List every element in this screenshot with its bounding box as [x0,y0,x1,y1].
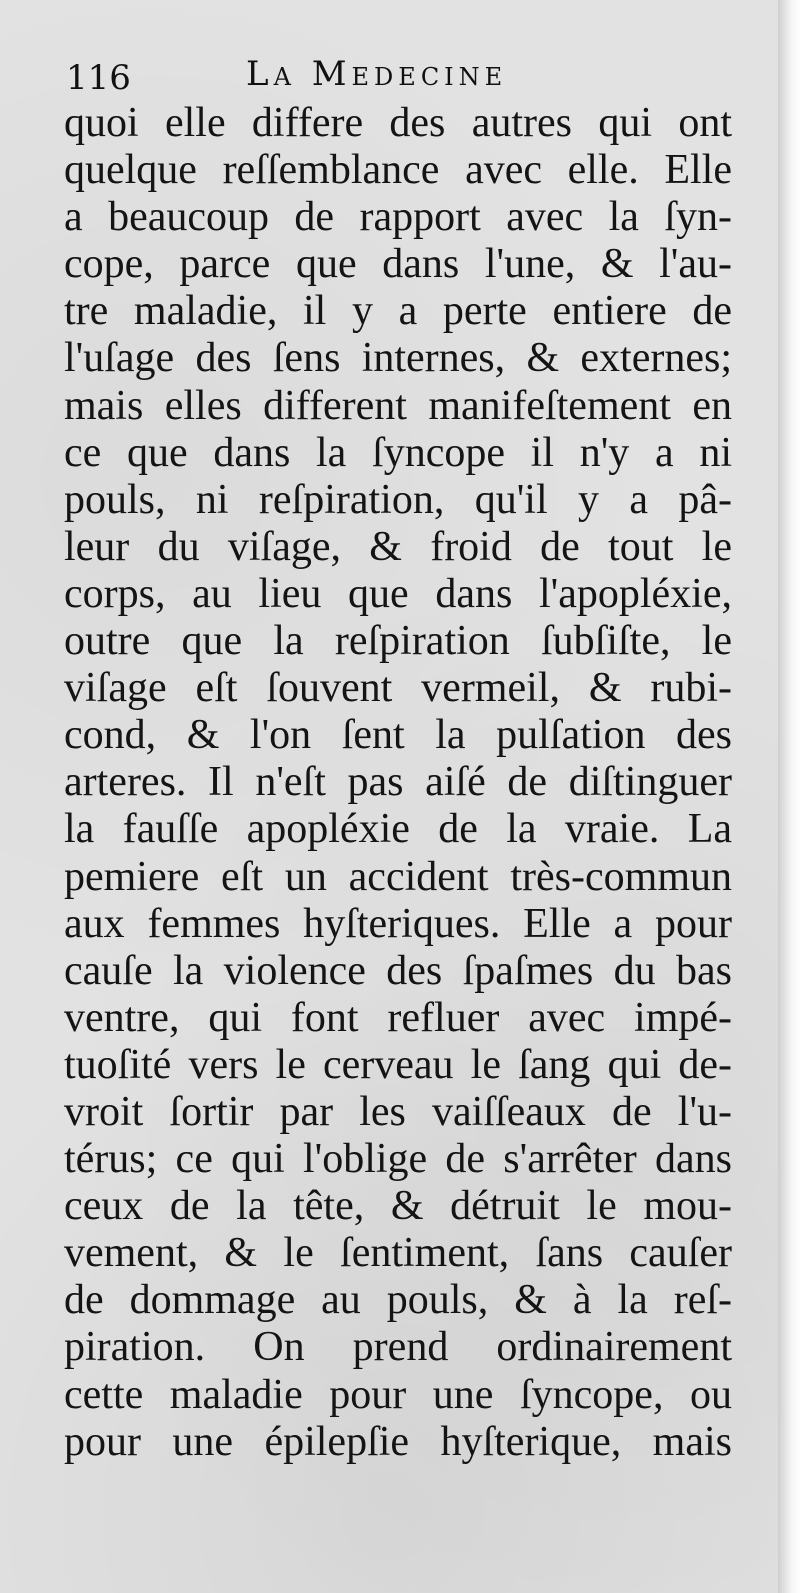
text-line: térus; ce qui l'oblige de s'arrêter dans [64,1136,732,1183]
text-line: arteres. Il n'eſt pas aiſé de diſtinguer [64,759,732,806]
text-line: vement, & le ſentiment, ſans cauſer [64,1230,732,1277]
text-line: quelque reſſemblance avec elle. Elle [64,147,732,194]
text-line: la fauſſe apopléxie de la vraie. La [64,806,732,853]
text-line: pour une épilepſie hyſterique, mais [64,1418,732,1465]
page-edge [778,0,800,1593]
text-line: ce que dans la ſyncope il n'y a ni [64,429,732,476]
text-line: leur du viſage, & froid de tout le [64,523,732,570]
page-number: 116 [66,58,131,98]
body-text [64,100,732,1466]
text-line: cette maladie pour une ſyncope, ou [64,1371,732,1418]
text-line: pemiere eſt un accident très-commun [64,853,732,900]
text-line: ventre, qui font refluer avec impé- [64,994,732,1041]
text-line: mais elles different manifeſtement en [64,382,732,429]
text-line: ceux de la tête, & détruit le mou- [64,1183,732,1230]
text-line: vroit ſortir par les vaiſſeaux de l'u- [64,1088,732,1135]
text-line: outre que la reſpiration ſubſiſte, le [64,618,732,665]
page-header [66,50,736,100]
text-line: pouls, ni reſpiration, qu'il y a pâ- [64,476,732,523]
text-line: a beaucoup de rapport avec la ſyn- [64,194,732,241]
text-line: aux femmes hyſteriques. Elle a pour [64,900,732,947]
text-line: cauſe la violence des ſpaſmes du bas [64,947,732,994]
text-line: tre maladie, il y a perte entiere de [64,288,732,335]
text-line: tuoſité vers le cerveau le ſang qui de- [64,1041,732,1088]
text-line: l'uſage des ſens internes, & externes; [64,335,732,382]
text-line: corps, au lieu que dans l'apopléxie, [64,570,732,617]
text-line: de dommage au pouls, & à la reſ- [64,1277,732,1324]
text-line: cond, & l'on ſent la pulſation des [64,712,732,759]
running-title: La Medecine [246,54,508,94]
text-line: piration. On prend ordinairement [64,1324,732,1371]
text-line: viſage eſt ſouvent vermeil, & rubi- [64,665,732,712]
text-line: cope, parce que dans l'une, & l'au- [64,241,732,288]
text-line: quoi elle differe des autres qui ont [64,100,732,146]
